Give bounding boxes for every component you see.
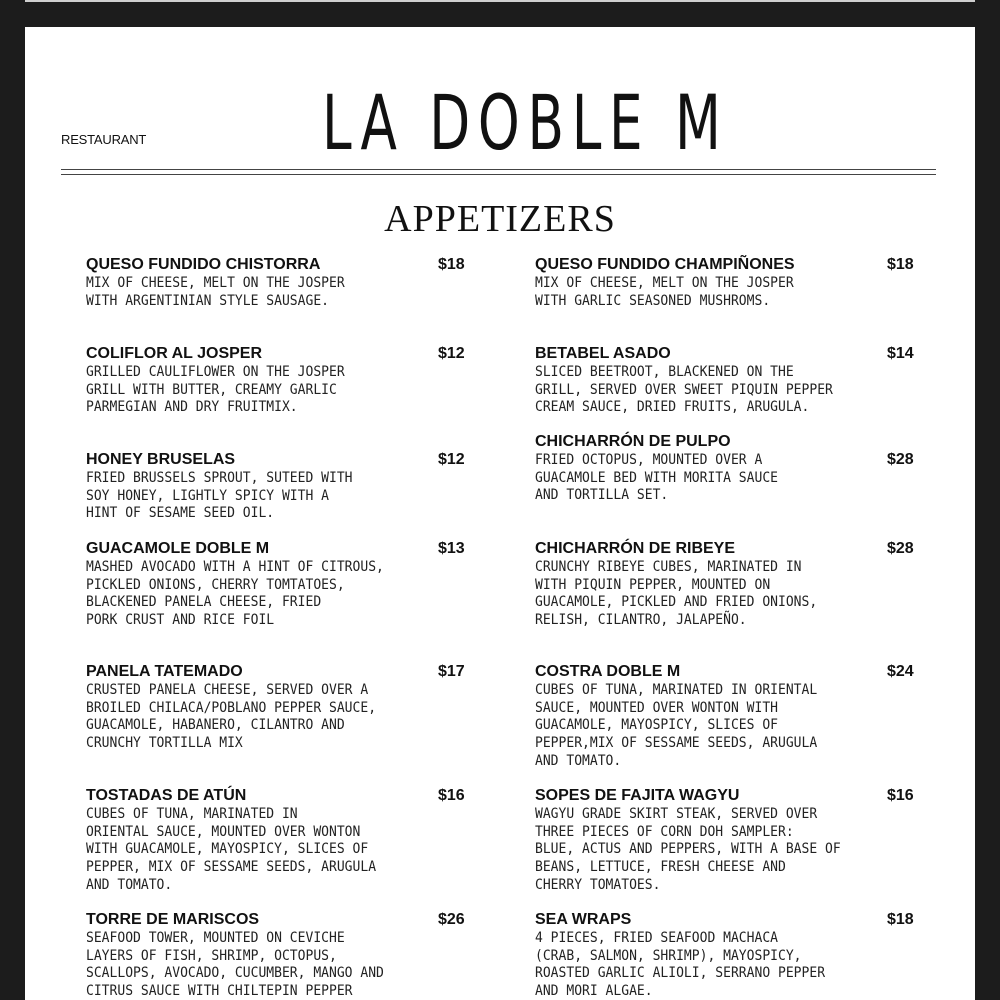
item-name: SEA WRAPS [535, 911, 632, 928]
item-description: CRUNCHY RIBEYE CUBES, MARINATED IN WITH PIQUIN PEPPER, MOUNTED ON GUACAMOLE, PICKLED AND FRIED ONIONS, RELISH, CILANTRO, JALAPEÑO. [535, 559, 818, 629]
item-name: TOSTADAS DE ATÚN [86, 787, 247, 804]
item-price: $18 [887, 911, 914, 928]
item-name: HONEY BRUSELAS [86, 451, 236, 468]
item-description: SLICED BEETROOT, BLACKENED ON THE GRILL, SERVED OVER SWEET PIQUIN PEPPER CREAM SAUCE, DRIED FRUITS, ARUGULA. [535, 364, 833, 416]
item-name: CHICHARRÓN DE RIBEYE [535, 540, 736, 557]
item-price: $28 [887, 451, 914, 468]
item-name: CHICHARRÓN DE PULPO [535, 433, 731, 450]
item-name: GUACAMOLE DOBLE M [86, 540, 270, 557]
restaurant-logo: LA DOBLE M [322, 78, 729, 167]
menu-page [25, 27, 975, 1000]
item-name: TORRE DE MARISCOS [86, 911, 260, 928]
item-price: $26 [438, 911, 465, 928]
item-description: WAGYU GRADE SKIRT STEAK, SERVED OVER THREE PIECES OF CORN DOH SAMPLER: BLUE, ACTUS AND PEPPERS, WITH A BASE OF BEANS, LETTUCE, FRESH CHEESE AND CHERRY TOMATOES. [535, 806, 841, 893]
item-name: SOPES DE FAJITA WAGYU [535, 787, 740, 804]
item-description: CUBES OF TUNA, MARINATED IN ORIENTAL SAUCE, MOUNTED OVER WONTON WITH GUACAMOLE, MAYOSPICY, SLICES OF PEPPER,MIX OF SESSAME SEEDS, ARUGULA AND TOMATO. [535, 682, 818, 769]
item-description: SEAFOOD TOWER, MOUNTED ON CEVICHE LAYERS OF FISH, SHRIMP, OCTOPUS, SCALLOPS, AVOCADO, CUCUMBER, MANGO AND CITRUS SAUCE WITH CHILTEPIN PEPPER [86, 930, 384, 1000]
item-price: $12 [438, 451, 465, 468]
item-description: MIX OF CHEESE, MELT ON THE JOSPER WITH GARLIC SEASONED MUSHROMS. [535, 275, 794, 309]
item-price: $24 [887, 663, 914, 680]
item-price: $18 [887, 256, 914, 273]
item-description: MIX OF CHEESE, MELT ON THE JOSPER WITH ARGENTINIAN STYLE SAUSAGE. [86, 275, 345, 309]
restaurant-label: RESTAURANT [61, 132, 147, 147]
item-name: BETABEL ASADO [535, 345, 671, 362]
item-name: QUESO FUNDIDO CHISTORRA [86, 256, 321, 273]
page-top-edge [25, 0, 975, 2]
header-rule-bottom [61, 174, 936, 175]
item-price: $12 [438, 345, 465, 362]
header-rule-top [61, 169, 936, 170]
item-description: CRUSTED PANELA CHEESE, SERVED OVER A BROILED CHILACA/POBLANO PEPPER SAUCE, GUACAMOLE, HABANERO, CILANTRO AND CRUNCHY TORTILLA MIX [86, 682, 377, 752]
item-name: PANELA TATEMADO [86, 663, 243, 680]
item-name: QUESO FUNDIDO CHAMPIÑONES [535, 256, 795, 273]
item-description: FRIED BRUSSELS SPROUT, SUTEED WITH SOY HONEY, LIGHTLY SPICY WITH A HINT OF SESAME SEED OIL. [86, 470, 353, 522]
item-description: MASHED AVOCADO WITH A HINT OF CITROUS, PICKLED ONIONS, CHERRY TOMTATOES, BLACKENED PANELA CHEESE, FRIED PORK CRUST AND RICE FOIL [86, 559, 384, 629]
item-description: FRIED OCTOPUS, MOUNTED OVER A GUACAMOLE BED WITH MORITA SAUCE AND TORTILLA SET. [535, 452, 779, 504]
section-title: APPETIZERS [384, 198, 616, 240]
item-price: $16 [887, 787, 914, 804]
item-name: COSTRA DOBLE M [535, 663, 681, 680]
item-price: $28 [887, 540, 914, 557]
item-description: 4 PIECES, FRIED SEAFOOD MACHACA (CRAB, SALMON, SHRIMP), MAYOSPICY, ROASTED GARLIC ALIOLI, SERRANO PEPPER AND MORI ALGAE. [535, 930, 826, 1000]
item-price: $18 [438, 256, 465, 273]
item-price: $17 [438, 663, 465, 680]
item-price: $13 [438, 540, 465, 557]
item-price: $16 [438, 787, 465, 804]
item-description: CUBES OF TUNA, MARINATED IN ORIENTAL SAUCE, MOUNTED OVER WONTON WITH GUACAMOLE, MAYOSPICY, SLICES OF PEPPER, MIX OF SESSAME SEEDS, ARUGULA AND TOMATO. [86, 806, 377, 893]
item-price: $14 [887, 345, 914, 362]
item-name: COLIFLOR AL JOSPER [86, 345, 263, 362]
item-description: GRILLED CAULIFLOWER ON THE JOSPER GRILL WITH BUTTER, CREAMY GARLIC PARMEGIAN AND DRY FRUITMIX. [86, 364, 345, 416]
